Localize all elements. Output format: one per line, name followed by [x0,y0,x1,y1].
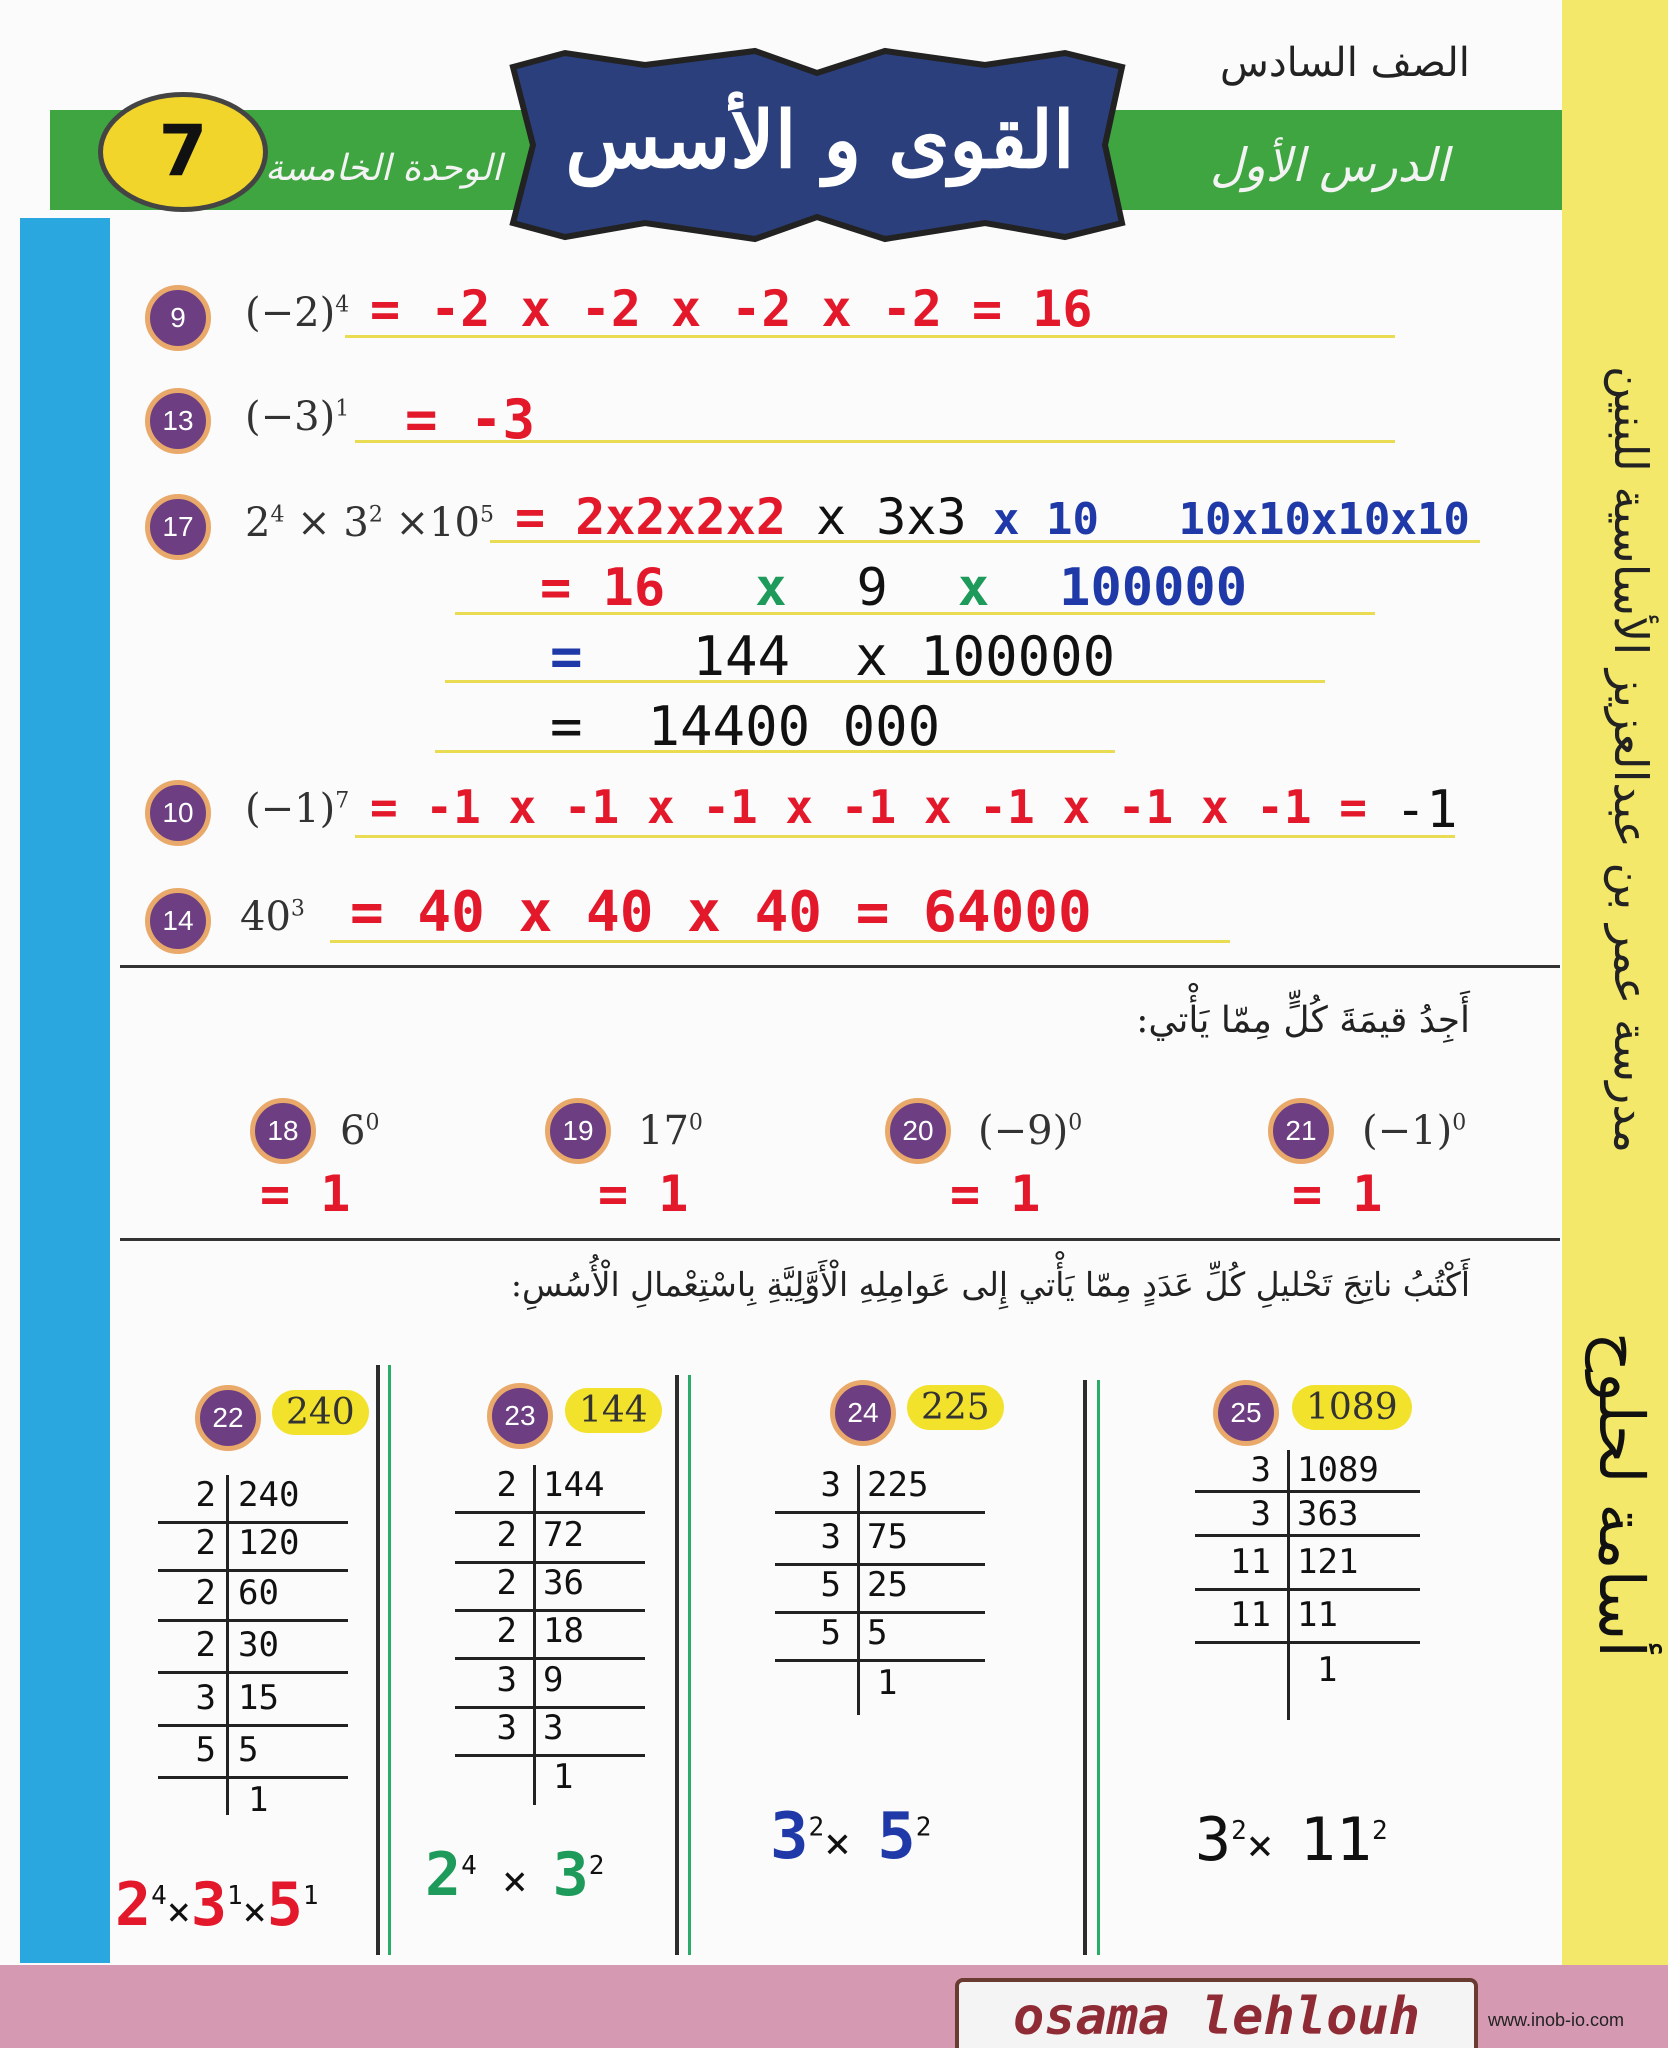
factorization-result: $3^2\times 5^2$ [770,1800,932,1874]
left-blue-bar [20,218,110,1963]
exercise-expression: $(-1)^7$ [245,786,350,832]
answer-text: = 40 x 40 x 40 = 64000 [350,880,1092,945]
answer-text: = -3 [405,388,536,451]
unit-number-circle: 7 [98,92,268,212]
exercise-expression: $(-9)^0$ [978,1108,1083,1154]
answer-text: = -1 x -1 x -1 x -1 x -1 x -1 x -1 = [370,780,1367,834]
exercise-badge: 18 [250,1098,316,1164]
exercise-expression: $6^0$ [340,1108,380,1154]
column-separator [1083,1380,1087,1955]
section-divider [120,965,1560,968]
exercise-badge: 9 [145,285,211,351]
work-line-1: = 2x2x2x2 x 3x3 x 10 10x10x10x10 [515,488,1470,546]
answer-text: = 1 [260,1165,351,1223]
exercise-badge: 19 [545,1098,611,1164]
highlighted-number: 144 [565,1388,662,1433]
website-watermark: www.inob-io.com [1488,2010,1625,2030]
column-separator [1097,1380,1100,1955]
answer-text: = 1 [1292,1165,1383,1223]
section-instruction: أَجِدُ قيمَةَ كُلٍّ مِمّا يَأْتي: [1136,1000,1470,1041]
lesson-label: الدرس الأول [1210,138,1449,192]
factorization-result: $3^2\times 11^2$ [1195,1805,1388,1875]
exercise-badge: 24 [830,1380,896,1446]
exercise-expression: $(-3)^1$ [245,394,350,440]
exercise-badge: 20 [885,1098,951,1164]
work-line-2: = 16 x 9 x 100000 [540,558,1248,618]
exercise-badge: 25 [1213,1380,1279,1446]
factor-table: 3 225 3 75 5 25 5 5 1 [775,1465,985,1715]
unit-label: الوحدة الخامسة [265,148,502,189]
answer-line [355,835,1455,838]
column-separator [376,1365,380,1955]
factor-table: 3 1089 3 363 11 121 11 11 1 [1195,1450,1420,1720]
author-signature: osama lehlouh [955,1978,1478,2048]
answer-text: = 1 [598,1165,689,1223]
factor-table: 2 144 2 72 2 36 2 18 3 9 3 3 1 [455,1465,645,1805]
answer-text: = -2 x -2 x -2 x -2 = 16 [370,280,1093,338]
answer-text: = 1 [950,1165,1041,1223]
exercise-badge: 23 [487,1383,553,1449]
school-name: مدرسة عمر بن عبدالعزيز الأساسية للبنين [1604,366,1658,1154]
exercise-expression: $(-1)^0$ [1362,1108,1467,1154]
exercise-badge: 17 [145,494,211,560]
highlighted-number: 1089 [1292,1385,1412,1430]
final-answer: -1 [1395,780,1458,840]
exercise-expression: $40^3$ [240,894,305,940]
factor-table: 2 240 2 120 2 60 2 30 3 15 5 5 1 [158,1475,348,1815]
exercise-badge: 22 [195,1385,261,1451]
highlighted-number: 225 [907,1385,1004,1430]
author-name-arabic: أسامة لحلوح [1585,1332,1658,1658]
exercise-badge: 14 [145,888,211,954]
exercise-badge: 21 [1268,1098,1334,1164]
column-separator [688,1375,691,1955]
factorization-result: $2^4 \times 3^2$ [425,1840,605,1910]
page-title: القوى و الأسس [565,95,1075,186]
exercise-badge: 10 [145,780,211,846]
exercise-badge: 13 [145,388,211,454]
work-line-3: = 144 x 100000 [550,625,1116,688]
section-divider [120,1238,1560,1241]
grade-label: الصف السادس [1220,40,1470,86]
work-line-4: = 14400 000 [550,695,941,758]
column-separator [675,1375,679,1955]
exercise-expression: $17^0$ [638,1108,703,1154]
exercise-expression: $2^4 \times 3^2 \times 10^5$ [245,500,494,546]
exercise-expression: $(-2)^4$ [245,290,350,336]
highlighted-number: 240 [272,1390,369,1435]
factorization-result: $2^4\times 3^1\times 5^1$ [115,1870,319,1940]
column-separator [388,1365,391,1955]
section-instruction: أَكْتُبُ ناتِجَ تَحْليلِ كُلِّ عَدَدٍ مِمّا يَأْتي إِلى عَوامِلِهِ الْأَوَّلِيَّةِ بِاسْتِعْمالِ الْأُسُسِ: [510,1265,1470,1304]
